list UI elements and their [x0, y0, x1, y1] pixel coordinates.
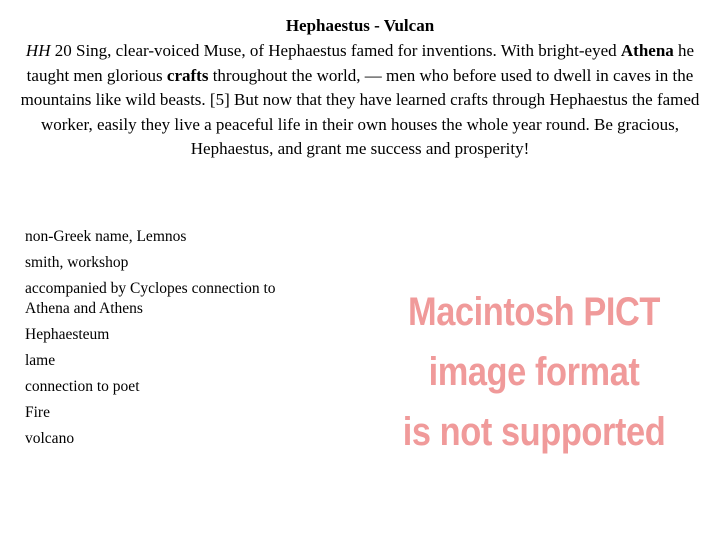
notes-list [25, 227, 315, 455]
unsupported-image-placeholder [400, 282, 668, 462]
hymn-reference: HH [25, 41, 51, 60]
hymn-text-part-3: throughout the world, — men who before used to dwell in caves in the mountains like wild beasts. [5] But now that they have learned crafts through Hephaestus the famed worker, easily they live a peaceful life in their own houses the whole year round. Be gracious, Hephaestus, and grant me success and prosperity! [20, 65, 700, 158]
placeholder-line-1: Macintosh PICT [407, 290, 661, 334]
note-item: accompanied by Cyclopes connection to Athena and Athens [25, 280, 276, 317]
hymn-paragraph [4, 39, 716, 162]
hymn-athena: Athena [620, 41, 674, 60]
note-item: volcano [25, 430, 75, 447]
slide-title: Hephaestus - Vulcan [285, 16, 435, 35]
hymn-text-part-1: 20 Sing, clear-voiced Muse, of Hephaestus famed for inventions. With bright-eyed [50, 41, 621, 60]
placeholder-line-3: is not supported [402, 410, 666, 454]
note-item: smith, workshop [25, 254, 129, 271]
placeholder-line-2: image format [428, 350, 640, 394]
note-item: connection to poet [25, 378, 140, 395]
hymn-crafts: crafts [166, 65, 209, 85]
note-item: non-Greek name, Lemnos [25, 228, 187, 245]
note-item: Fire [25, 404, 50, 421]
note-item: Hephaesteum [25, 326, 110, 343]
hymn-text-part-2: he taught men glorious [26, 41, 695, 85]
note-item: lame [25, 352, 56, 369]
